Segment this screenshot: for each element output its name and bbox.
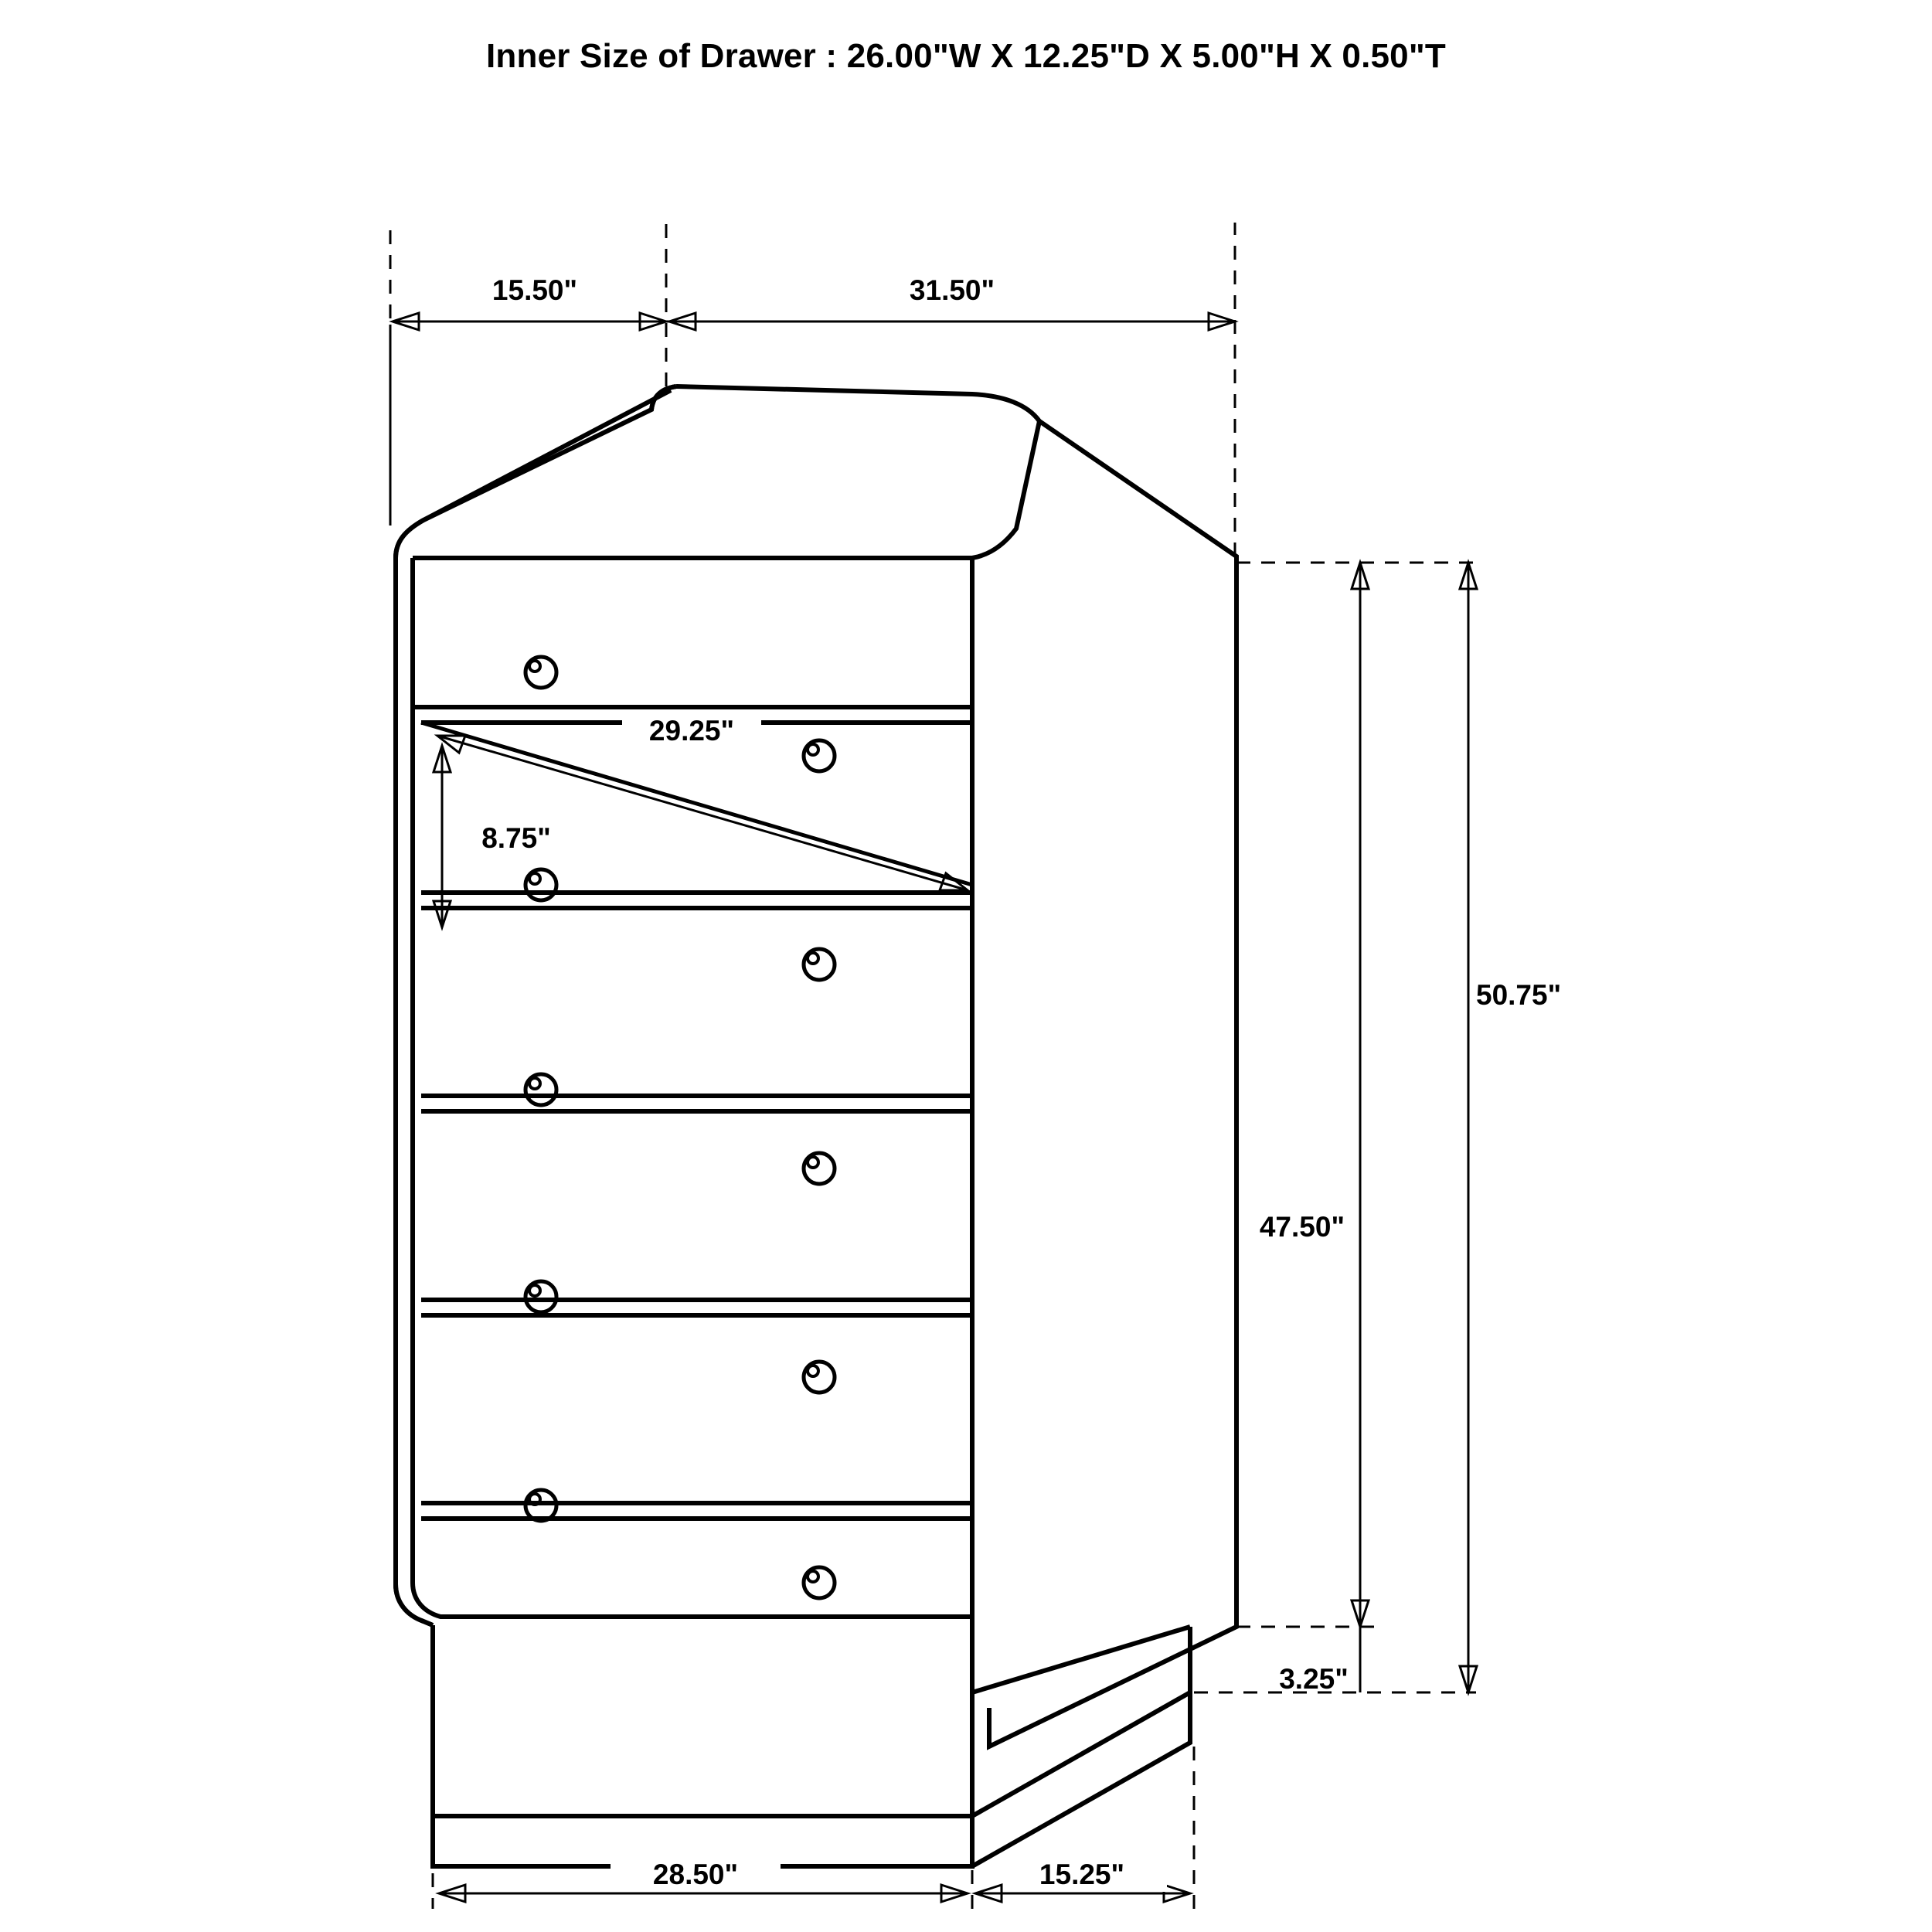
- dim-label-plinth-height: 3.25": [1279, 1663, 1349, 1695]
- dim-label-top-depth: 15.50": [492, 274, 578, 306]
- dim-label-overall-height: 50.75": [1476, 979, 1562, 1011]
- drawer-3: [421, 1074, 972, 1184]
- dimension-drawer-width: [437, 713, 968, 890]
- drawer-2: [421, 869, 972, 980]
- dim-label-base-width: 28.50": [652, 1859, 739, 1890]
- drawer-4: [421, 1281, 972, 1393]
- drawer-fronts: [413, 657, 972, 1598]
- dimension-plinth-height: [1279, 1627, 1360, 1695]
- dimension-cabinet-height: [1236, 563, 1383, 1627]
- dim-label-cabinet-height: 47.50": [1259, 1211, 1345, 1243]
- dim-label-drawer-height: 8.75": [481, 822, 551, 854]
- drawer-5: [421, 1490, 972, 1598]
- dimension-base-depth: [975, 1747, 1194, 1909]
- dimension-overall-height: [1194, 563, 1561, 1692]
- dim-label-base-depth: 15.25": [1039, 1859, 1125, 1890]
- dim-label-drawer-width: 29.25": [648, 715, 735, 747]
- cabinet-outline: [396, 386, 1236, 1866]
- dimension-top-depth: [390, 223, 666, 526]
- page-title: Inner Size of Drawer : 26.00"W X 12.25"D X 5.00"H X 0.50"T: [486, 37, 1446, 75]
- dim-label-top-width: 31.50": [909, 274, 995, 306]
